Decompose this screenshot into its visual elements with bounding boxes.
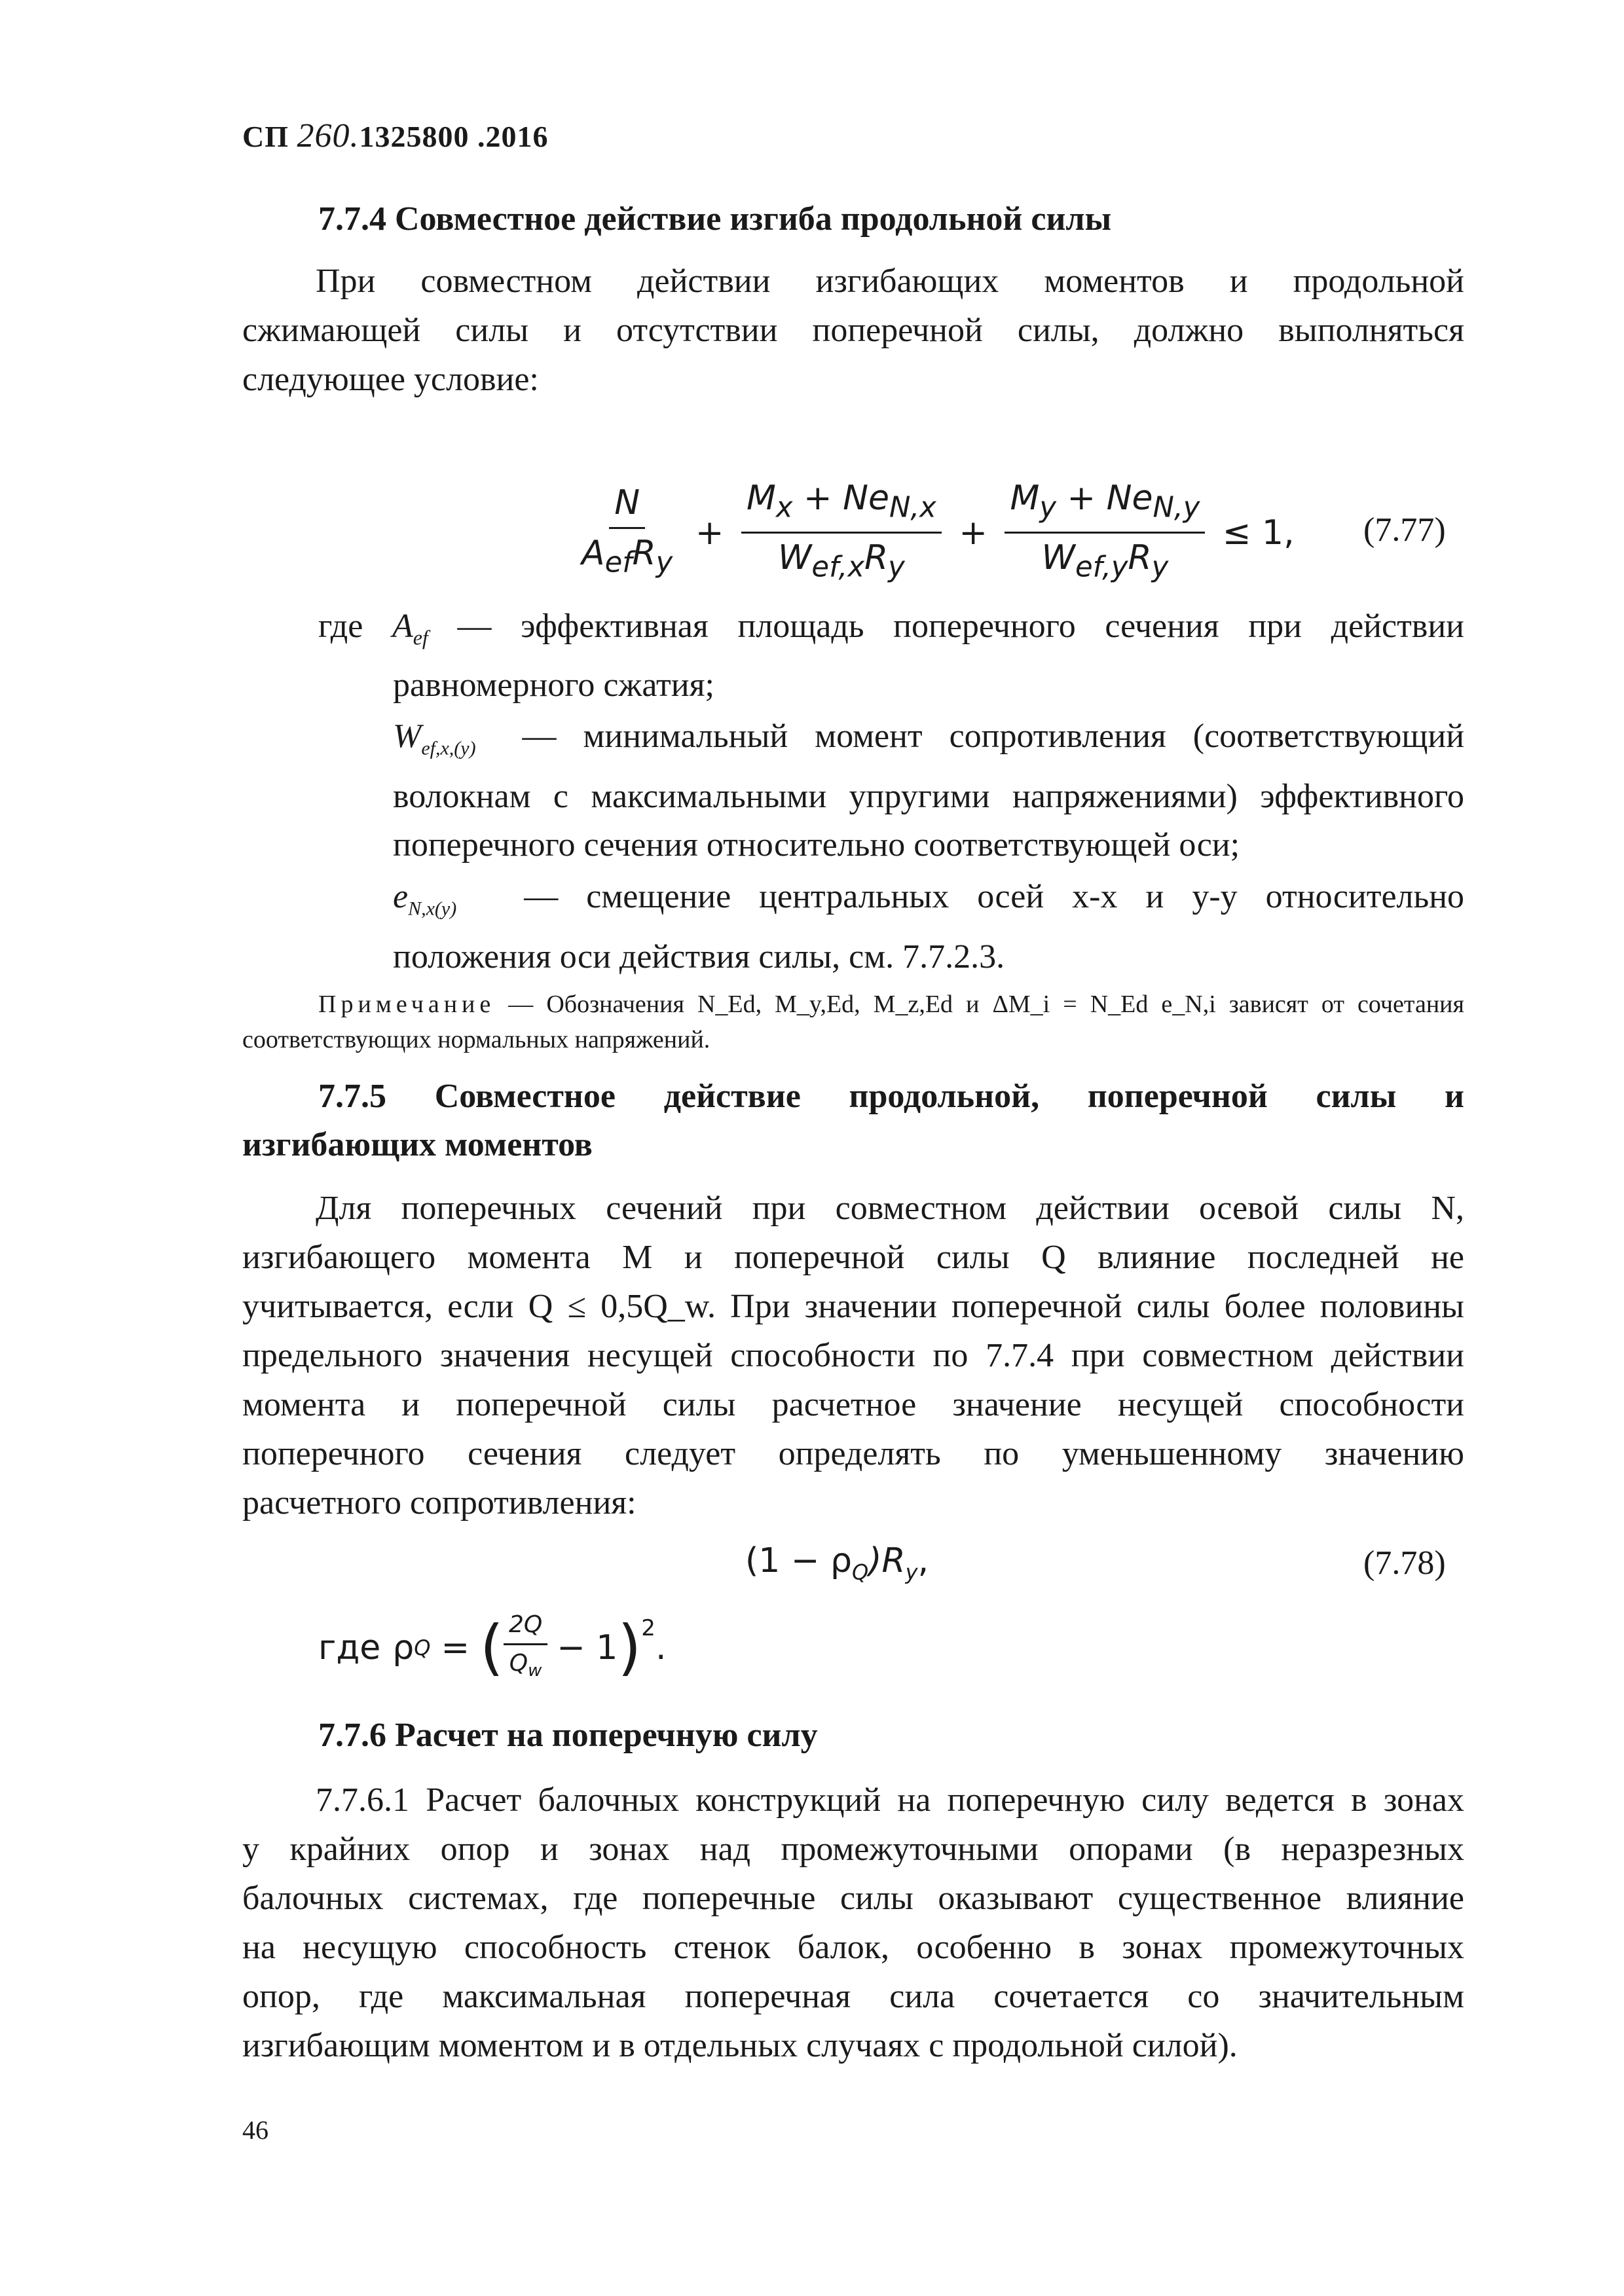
page-number: 46 <box>242 2115 268 2145</box>
rho-fraction: $\frac{2Q}{Q_w}$ <box>504 1611 547 1685</box>
paragraph-line: изгибающего момента M и поперечной силы Q влияние последней не <box>242 1239 1464 1276</box>
section-heading-7-7-4: 7.7.4 Совместное действие изгиба продольной силы <box>318 200 1112 238</box>
paragraph-line: 7.7.6.1 Расчет балочных конструкций на поперечную силу ведется в зонах <box>316 1781 1464 1819</box>
code-prefix: СП <box>242 120 289 153</box>
handwritten-number: 260. <box>297 117 360 155</box>
document-code-header <box>242 117 549 155</box>
paragraph-line: момента и поперечной силы расчетное значение несущей способности <box>242 1386 1464 1423</box>
paragraph-line: следующее условие: <box>242 361 539 398</box>
equation-7-78: $(1 - \rho_Q)R_y$, <box>745 1541 929 1585</box>
equation-number-7-78: (7.78) <box>1363 1544 1446 1582</box>
definition-a-ef: где $A_{ef}$ — эффективная площадь поперечного сечения при действии равномерного сжатия; <box>318 608 1465 704</box>
paragraph-line: опор, где максимальная поперечная сила сочетается со значительным <box>242 1978 1464 2015</box>
paragraph-7-7-5 <box>242 1184 1464 1527</box>
note-block: Примечание — Обозначения N_Ed, M_y,Ed, M_z,Ed и ΔM_i = N_Ed e_N,i зависят от сочетания <box>318 991 1464 1018</box>
definition-w-ef: $W_{ef,x,(y)}$ — минимальный момент сопротивления (соответствующий волокнам с максимальными упругими напряжениями) эффективного поперечного сечения относительно соответствующей оси; <box>393 718 1465 864</box>
note-continuation: соответствующих нормальных напряжений. <box>242 1026 710 1053</box>
paragraph-line: изгибающим моментом и в отдельных случаях с продольной силой). <box>242 2027 1238 2064</box>
paragraph-line: на несущую способность стенок балок, особенно в зонах промежуточных <box>242 1929 1464 1966</box>
definition-e-n: $e_{N,x(y)}$ — смещение центральных осей x-x и y-y относительно положения оси действия силы, см. 7.7.2.3. <box>393 878 1465 976</box>
paragraph-line: балочных системах, где поперечные силы оказывают существенное влияние <box>242 1880 1464 1917</box>
paragraph-7-7-6-1 <box>242 1776 1464 2070</box>
fraction-term-3: $\frac{M_y + Ne_{N,y}}{W_{ef,y}R_y}$ <box>1005 478 1205 588</box>
note-label: Примечание <box>318 991 496 1018</box>
paragraph-line: учитывается, если Q ≤ 0,5Q_w. При значении поперечной силы более половины <box>242 1288 1464 1325</box>
paragraph-line: предельного значения несущей способности по 7.7.4 при совместном действии <box>242 1337 1464 1374</box>
code-year: .2016 <box>477 120 549 153</box>
equation-7-77: $\frac{N}{A_{ef}R_y}$ + $\frac{M_x + Ne_{N,x}}{W_{ef,x}R_y}$ + $\frac{M_y + Ne_{N,y}}{W_{ef,y}R_y}$ ≤ 1, <box>576 478 1301 588</box>
inequality: ≤ 1, <box>1222 513 1295 553</box>
paragraph-line: расчетного сопротивления: <box>242 1484 637 1522</box>
paragraph-line: Для поперечных сечений при совместном действии осевой силы N, <box>316 1190 1464 1227</box>
equation-number-7-77: (7.77) <box>1363 511 1446 549</box>
fraction-term-1: $\frac{N}{A_{ef}R_y}$ <box>581 483 673 579</box>
paragraph-line: сжимающей силы и отсутствии поперечной силы, должно выполняться <box>242 312 1464 349</box>
rho-definition: где ρ Q = ( $\frac{2Q}{Q_w}$ − 1 ) $^2$ . <box>318 1611 666 1685</box>
paragraph-line: При совместном действии изгибающих моментов и продольной <box>316 263 1464 300</box>
paragraph-line: у крайних опор и зонах над промежуточными опорами (в неразрезных <box>242 1831 1464 1868</box>
paragraph-line: поперечного сечения следует определять по уменьшенному значению <box>242 1435 1464 1472</box>
fraction-term-2: $\frac{M_x + Ne_{N,x}}{W_{ef,x}R_y}$ <box>741 478 942 588</box>
paragraph-7-7-4 <box>242 257 1464 404</box>
section-heading-7-7-5: 7.7.5 Совместное действие продольной, поперечной силы и <box>318 1078 1464 1115</box>
code-number: 1325800 <box>359 120 470 153</box>
section-heading-7-7-5-cont: изгибающих моментов <box>242 1126 593 1163</box>
section-heading-7-7-6: 7.7.6 Расчет на поперечную силу <box>318 1717 818 1754</box>
